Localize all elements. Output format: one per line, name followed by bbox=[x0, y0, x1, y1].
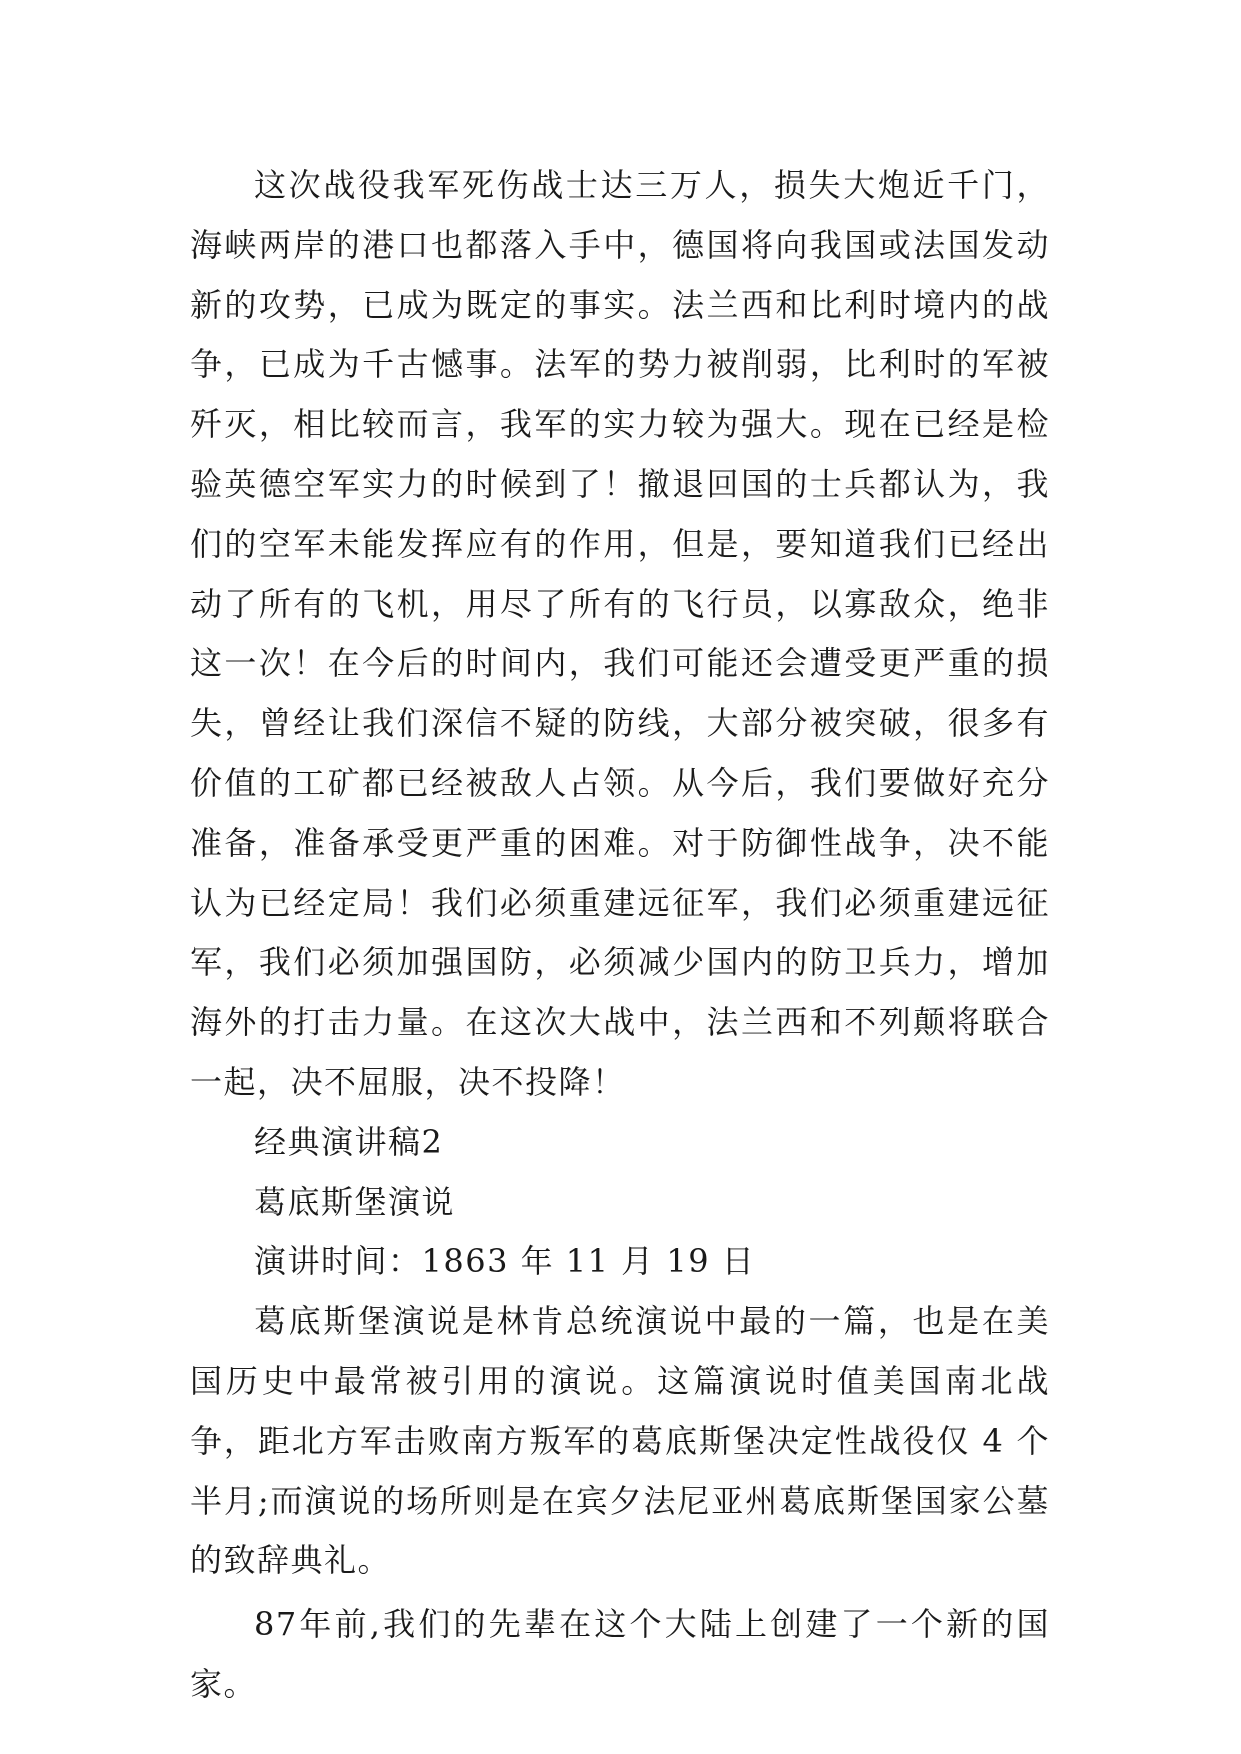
speech-time: 演讲时间：1863 年 11 月 19 日 bbox=[254, 1242, 756, 1281]
paragraph-gettysburg-intro: 葛底斯堡演说是林肯总统演说中最的一篇，也是在美国历史中最常被引用的演说。这篇演说时值美国南北战争，距北方军击败南方叛军的葛底斯堡决定性战役仅 4 个半月;而演说的场所则是在宾夕法尼亚州葛底斯堡国家公墓的致辞典礼。 bbox=[190, 1302, 1050, 1580]
paragraph-churchill-speech: 这次战役我军死伤战士达三万人，损失大炮近千门，海峡两岸的港口也都落入手中，德国将向我国或法国发动新的攻势，已成为既定的事实。法兰西和比利时境内的战争，已成为千古憾事。法军的势力被削弱，比利时的军被歼灭，相比较而言，我军的实力较为强大。现在已经是检验英德空军实力的时候到了！撤退回国的士兵都认为，我们的空军未能发挥应有的作用，但是，要知道我们已经出动了所有的飞机，用尽了所有的飞行员，以寡敌众，绝非这一次！在今后的时间内，我们可能还会遭受更严重的损失，曾经让我们深信不疑的防线，大部分被突破，很多有价值的工矿都已经被敌人占领。从今后，我们要做好充分准备，准备承受更严重的困难。对于防御性战争，决不能认为已经定局！我们必须重建远征军，我们必须重建远征军，我们必须加强国防，必须减少国内的防卫兵力，增加海外的打击力量。在这次大战中，法兰西和不列颠将联合一起，决不屈服，决不投降！ bbox=[190, 166, 1050, 1101]
speech-title: 葛底斯堡演说 bbox=[254, 1182, 456, 1221]
document-body bbox=[190, 156, 1050, 1715]
section-title: 经典演讲稿2 bbox=[254, 1122, 444, 1161]
paragraph-gettysburg-start: 87年前,我们的先辈在这个大陆上创建了一个新的国家。 bbox=[190, 1605, 1050, 1703]
